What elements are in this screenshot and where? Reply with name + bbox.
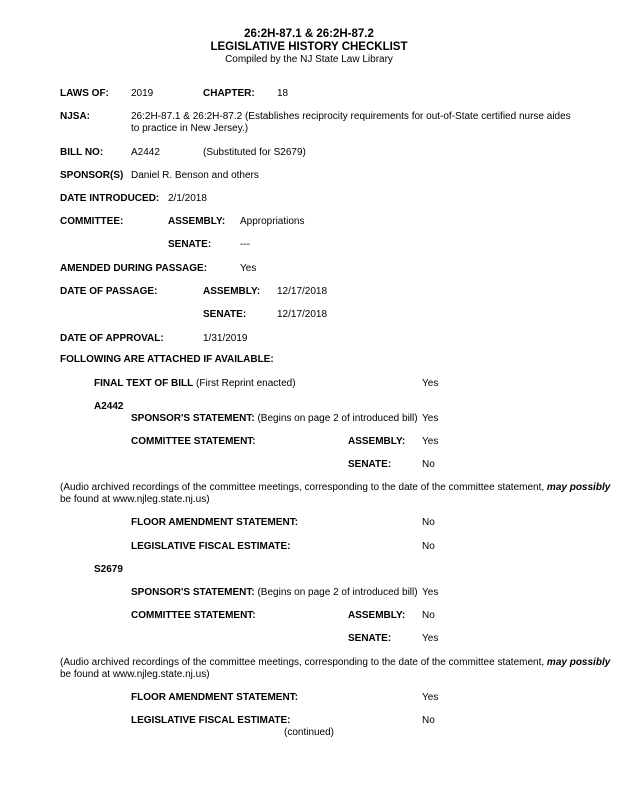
- audio-note-text: (Audio archived recordings of the committee meetings, corresponding to the date of the committee statement,: [60, 482, 547, 493]
- a2442-cs-assembly-value: Yes: [422, 436, 439, 447]
- passage-assembly-label: ASSEMBLY:: [203, 286, 261, 297]
- a2442-sponsor-statement-row: [131, 413, 418, 425]
- s2679-cs-assembly-value: No: [422, 610, 435, 621]
- a2442-fiscal-label: LEGISLATIVE FISCAL ESTIMATE:: [131, 541, 291, 552]
- sponsors-value: Daniel R. Benson and others: [131, 170, 259, 181]
- audio-note-text: (Audio archived recordings of the committee meetings, corresponding to the date of the committee statement,: [60, 657, 547, 668]
- s2679-cs-assembly-label: ASSEMBLY:: [348, 610, 406, 621]
- page-title: 26:2H-87.1 & 26:2H-87.2: [244, 28, 374, 40]
- s2679-cs-senate-value: Yes: [422, 633, 439, 644]
- a2442-fiscal-value: No: [422, 541, 435, 552]
- s2679-sponsor-statement-label: SPONSOR'S STATEMENT:: [131, 587, 255, 598]
- njsa-value: 26:2H-87.1 & 26:2H-87.2 (Establishes reciprocity requirements for out-of-State certified nurse aides to practice in New Jersey.): [131, 111, 571, 134]
- s2679-fiscal-value: No: [422, 715, 435, 726]
- audio-note-line1: [60, 657, 610, 669]
- audio-note-emphasis: may possibly: [546, 482, 611, 493]
- final-text-row: [94, 378, 296, 390]
- substituted-note: (Substituted for S2679): [203, 147, 306, 158]
- passage-label: DATE OF PASSAGE:: [60, 286, 158, 297]
- audio-note-line2: be found at www.njleg.state.nj.us): [60, 669, 210, 680]
- final-text-value: Yes: [422, 378, 439, 389]
- approval-value: 1/31/2019: [203, 333, 248, 344]
- sponsors-label: SPONSOR(S): [60, 170, 124, 181]
- final-text-label: FINAL TEXT OF BILL: [94, 378, 194, 389]
- passage-senate-label: SENATE:: [203, 309, 247, 320]
- date-introduced-value: 2/1/2018: [168, 193, 207, 204]
- committee-label: COMMITTEE:: [60, 216, 124, 227]
- a2442-cs-senate-value: No: [422, 459, 435, 470]
- committee-senate-label: SENATE:: [168, 239, 212, 250]
- chapter-label: CHAPTER:: [203, 88, 255, 99]
- laws-of-value: 2019: [131, 88, 154, 99]
- s2679-floor-value: Yes: [422, 692, 439, 703]
- laws-of-label: LAWS OF:: [60, 88, 109, 99]
- bill-no-label: BILL NO:: [60, 147, 104, 158]
- s2679-cs-senate-label: SENATE:: [348, 633, 392, 644]
- a2442-cs-assembly-label: ASSEMBLY:: [348, 436, 406, 447]
- audio-note-line2: be found at www.njleg.state.nj.us): [60, 494, 210, 505]
- a2442-floor-value: No: [422, 517, 435, 528]
- audio-note-emphasis: may possibly: [546, 657, 611, 668]
- final-text-note: (First Reprint enacted): [196, 378, 296, 389]
- attached-heading: FOLLOWING ARE ATTACHED IF AVAILABLE:: [60, 354, 274, 365]
- a2442-committee-statement-label: COMMITTEE STATEMENT:: [131, 436, 256, 447]
- s2679-committee-statement-label: COMMITTEE STATEMENT:: [131, 610, 256, 621]
- s2679-fiscal-label: LEGISLATIVE FISCAL ESTIMATE:: [131, 715, 291, 726]
- s2679-sponsor-statement-note: (Begins on page 2 of introduced bill): [257, 587, 418, 598]
- continued-note: (continued): [283, 727, 335, 738]
- a2442-sponsor-statement-value: Yes: [422, 413, 439, 424]
- a2442-cs-senate-label: SENATE:: [348, 459, 392, 470]
- amended-value: Yes: [240, 263, 257, 274]
- s2679-heading: S2679: [94, 564, 123, 575]
- compiled-by: Compiled by the NJ State Law Library: [225, 54, 393, 65]
- bill-no-value: A2442: [131, 147, 160, 158]
- committee-senate-value: ---: [240, 239, 250, 250]
- a2442-floor-label: FLOOR AMENDMENT STATEMENT:: [131, 517, 299, 528]
- amended-label: AMENDED DURING PASSAGE:: [60, 263, 208, 274]
- s2679-sponsor-statement-value: Yes: [422, 587, 439, 598]
- committee-assembly-label: ASSEMBLY:: [168, 216, 226, 227]
- a2442-sponsor-statement-note: (Begins on page 2 of introduced bill): [257, 413, 418, 424]
- a2442-sponsor-statement-label: SPONSOR'S STATEMENT:: [131, 413, 255, 424]
- passage-senate-value: 12/17/2018: [277, 309, 328, 320]
- checklist-heading: LEGISLATIVE HISTORY CHECKLIST: [210, 41, 408, 53]
- date-introduced-label: DATE INTRODUCED:: [60, 193, 160, 204]
- passage-assembly-value: 12/17/2018: [277, 286, 328, 297]
- s2679-sponsor-statement-row: [131, 587, 418, 599]
- approval-label: DATE OF APPROVAL:: [60, 333, 164, 344]
- committee-assembly-value: Appropriations: [240, 216, 305, 227]
- s2679-floor-label: FLOOR AMENDMENT STATEMENT:: [131, 692, 299, 703]
- njsa-label: NJSA:: [60, 111, 91, 122]
- chapter-value: 18: [277, 88, 289, 99]
- audio-note-line1: [60, 482, 610, 494]
- a2442-heading: A2442: [94, 401, 124, 412]
